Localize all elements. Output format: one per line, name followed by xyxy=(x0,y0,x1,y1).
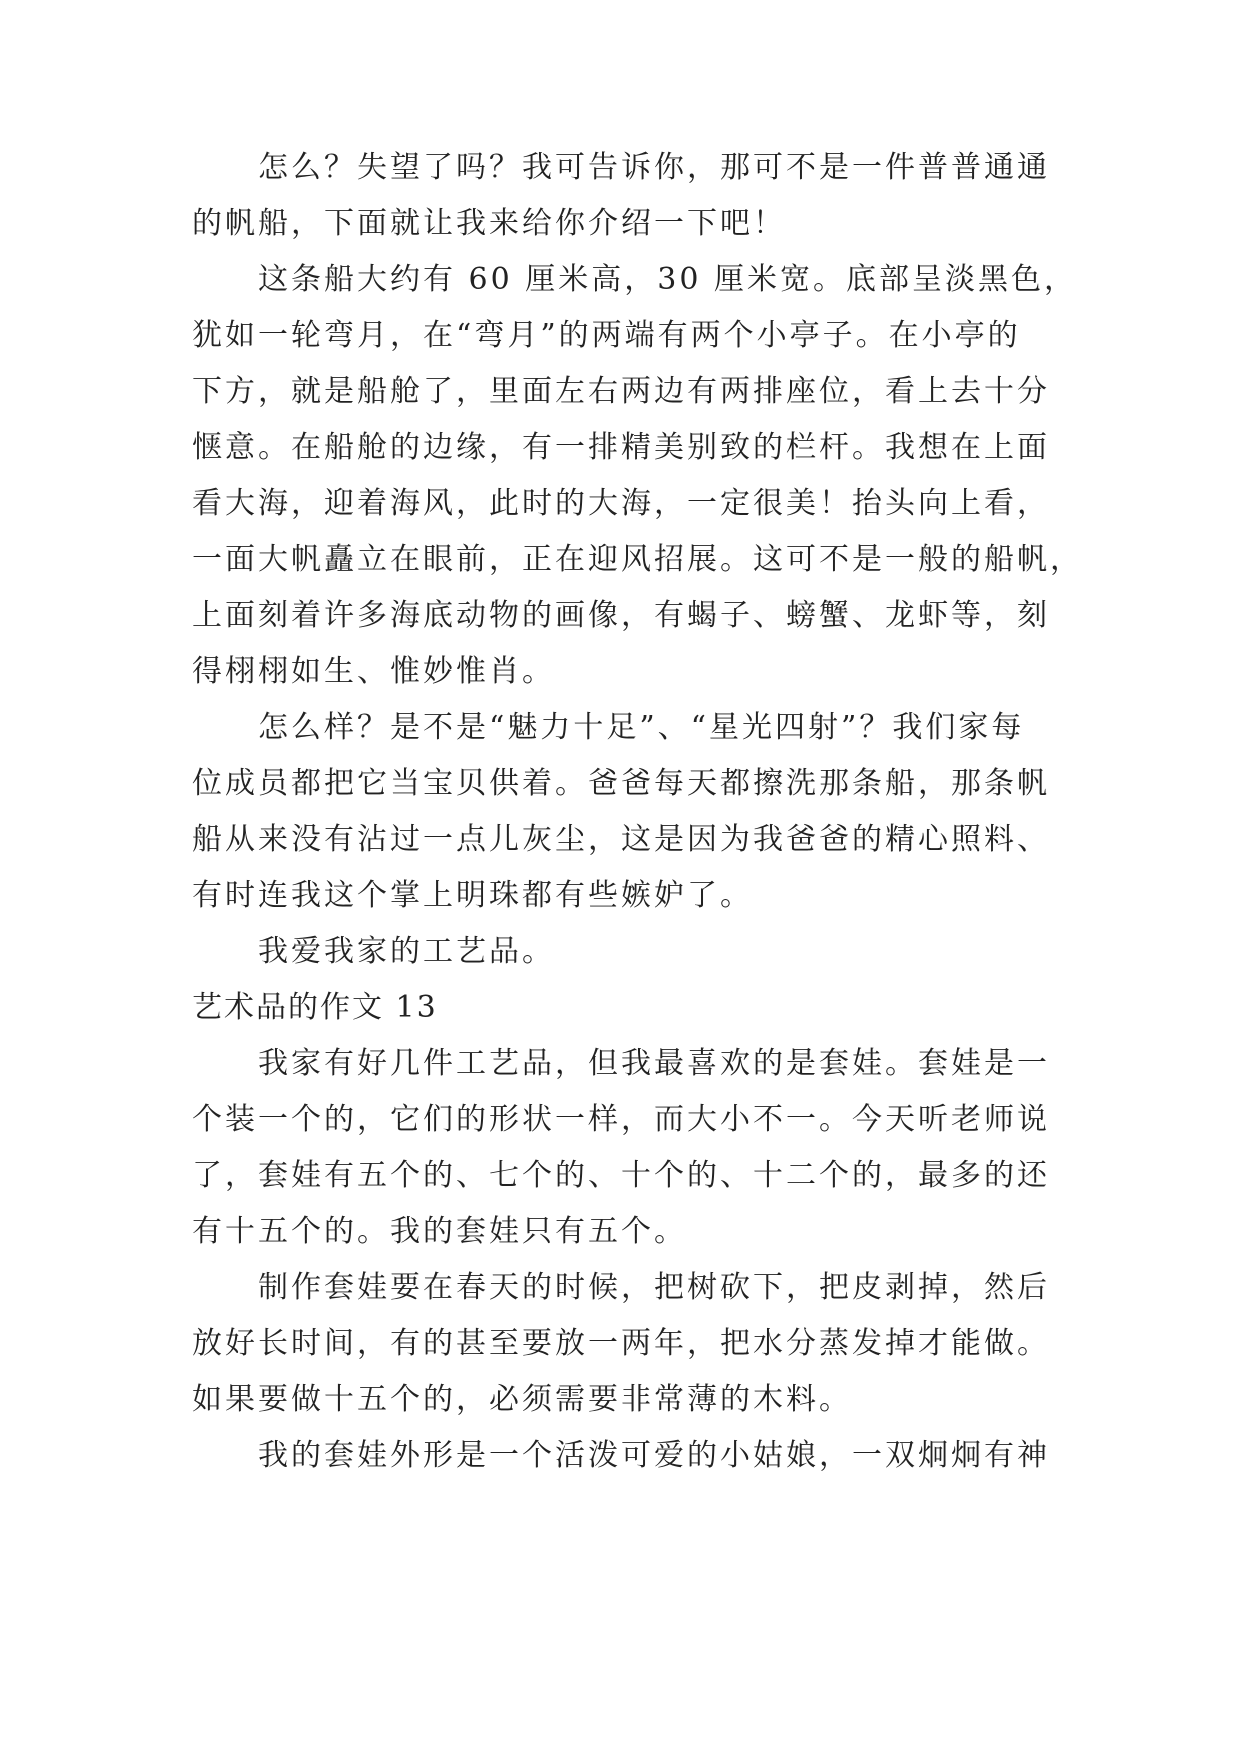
text-line: 有时连我这个掌上明珠都有些嫉妒了。 xyxy=(192,878,753,913)
text-line: 了，套娃有五个的、七个的、十个的、十二个的，最多的还 xyxy=(192,1158,1050,1193)
text-line: 怎么？失望了吗？我可告诉你，那可不是一件普普通通 xyxy=(258,150,1050,185)
text-line: 上面刻着许多海底动物的画像，有蝎子、螃蟹、龙虾等，刻 xyxy=(192,598,1050,633)
text-line: 得栩栩如生、惟妙惟肖。 xyxy=(192,654,555,689)
text-line: 我的套娃外形是一个活泼可爱的小姑娘，一双炯炯有神 xyxy=(258,1438,1050,1473)
text-line: 惬意。在船舱的边缘，有一排精美别致的栏杆。我想在上面 xyxy=(192,430,1050,465)
text-line: 下方，就是船舱了，里面左右两边有两排座位，看上去十分 xyxy=(192,374,1050,409)
text-line: 看大海，迎着海风，此时的大海，一定很美！抬头向上看， xyxy=(192,486,1050,521)
text-line: 如果要做十五个的，必须需要非常薄的木料。 xyxy=(192,1382,852,1417)
text-line: 个装一个的，它们的形状一样，而大小不一。今天听老师说 xyxy=(192,1102,1050,1137)
text-line: 有十五个的。我的套娃只有五个。 xyxy=(192,1214,687,1249)
section-heading: 艺术品的作文 13 xyxy=(192,990,438,1025)
text-line: 怎么样？是不是“魅力十足”、“星光四射”？我们家每 xyxy=(258,710,1025,745)
text-line: 的帆船，下面就让我来给你介绍一下吧！ xyxy=(192,206,786,241)
text-line: 位成员都把它当宝贝供着。爸爸每天都擦洗那条船，那条帆 xyxy=(192,766,1050,801)
text-line: 犹如一轮弯月，在“弯月”的两端有两个小亭子。在小亭的 xyxy=(192,318,1021,353)
text-line: 我家有好几件工艺品，但我最喜欢的是套娃。套娃是一 xyxy=(258,1046,1050,1081)
text-line: 放好长时间，有的甚至要放一两年，把水分蒸发掉才能做。 xyxy=(192,1326,1050,1361)
text-line: 一面大帆矗立在眼前，正在迎风招展。这可不是一般的船帆， xyxy=(192,542,1083,577)
text-line: 制作套娃要在春天的时候，把树砍下，把皮剥掉，然后 xyxy=(258,1270,1050,1305)
text-line: 船从来没有沾过一点儿灰尘，这是因为我爸爸的精心照料、 xyxy=(192,822,1050,857)
text-line: 这条船大约有 60 厘米高，30 厘米宽。底部呈淡黑色， xyxy=(258,262,1077,297)
text-line: 我爱我家的工艺品。 xyxy=(258,934,555,969)
